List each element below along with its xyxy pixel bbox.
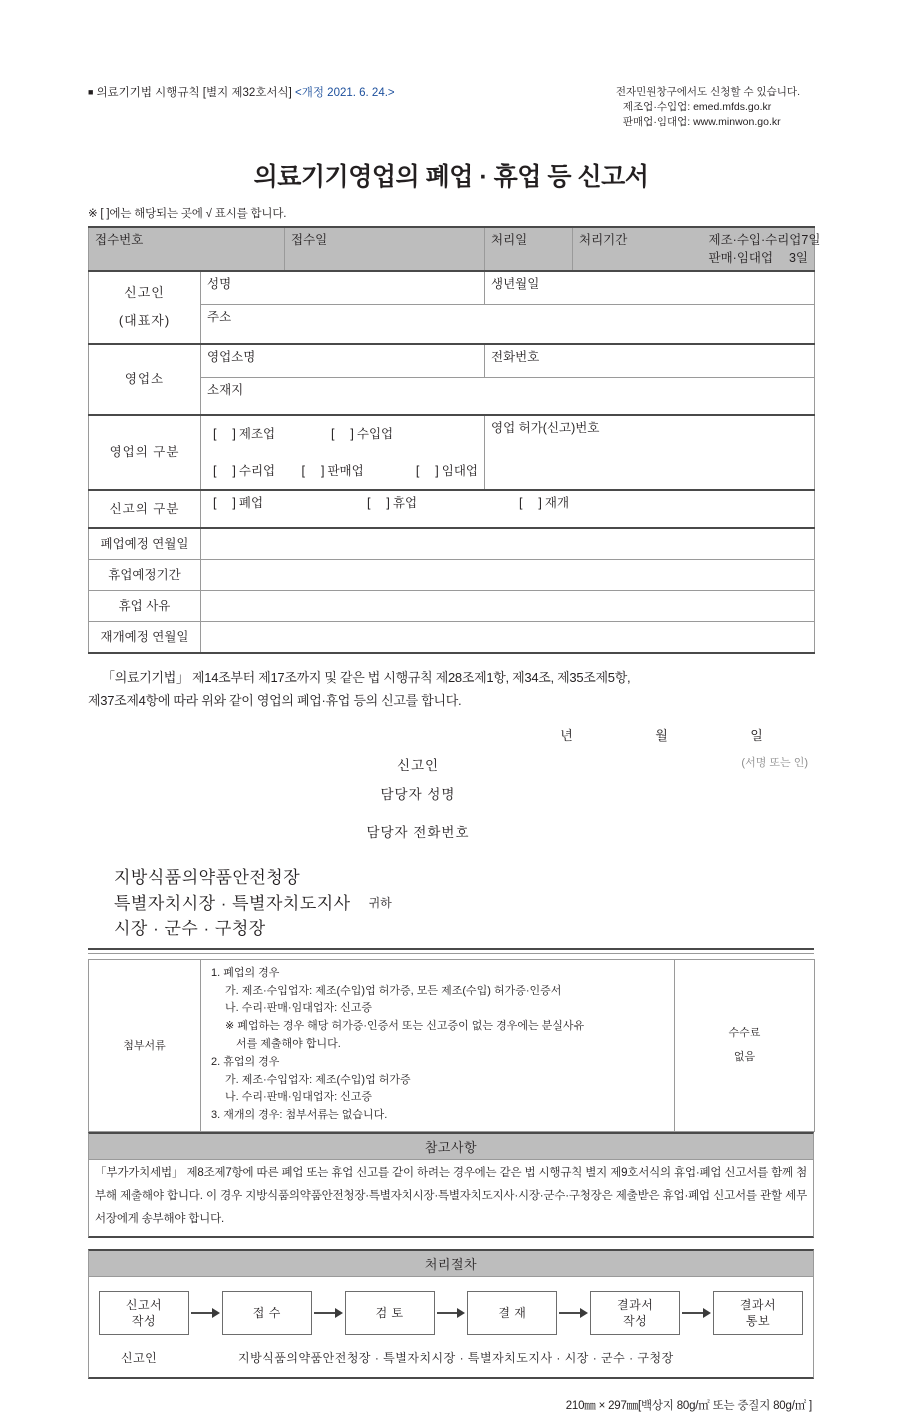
- form-sheet: [88, 84, 821, 1413]
- addressee-line-2: 특별자치시장 · 특별자치도지사 귀하: [114, 893, 392, 913]
- seal-note: (서명 또는 인): [741, 757, 808, 770]
- period-row2-days: 3일: [788, 250, 809, 265]
- applicant-birth-cell[interactable]: 생년월일: [485, 271, 815, 305]
- checkbox-option-sales[interactable]: [ ]판매업: [301, 463, 364, 478]
- legal-statement: [88, 667, 814, 712]
- paper-spec-footer: 210㎜ × 297㎜[백상지 80g/㎡ 또는 중질지 80g/㎡ ]: [565, 1400, 812, 1412]
- manager-phone-label: 담당자 전화번호: [366, 825, 470, 841]
- period-row1-text: 제조·수입·수리업: [708, 232, 802, 247]
- business-type-row: [89, 415, 815, 491]
- flow-arrow-icon: [557, 1308, 590, 1318]
- addressee-line-3: 시장 · 군수 · 구청장: [114, 919, 266, 939]
- declaration-type-options-cell: [201, 490, 815, 528]
- business-type-options-cell: [201, 415, 485, 491]
- manager-name-label: 담당자 성명: [380, 787, 456, 803]
- suspension-reason-label: 휴업 사유: [89, 591, 201, 622]
- suspension-period-value[interactable]: [201, 560, 815, 591]
- notes-body: 「부가가치세법」 제8조제7항에 따른 폐업 또는 휴업 신고를 같이 하려는 경우에는 같은 법 시행규칙 별지 제9호서식의 휴업·폐업 신고서를 함께 첨부해 제출해야 합니다. 이 경우 지방식품의약품안전청장·특별자치시장·특별자치도지사·시장·군수·구청장은 제출받은 휴업·폐업 신고서를 관할 세무서장에게 송부해야 합니다.: [88, 1160, 814, 1238]
- page-title: 의료기기영업의 폐업 · 휴업 등 신고서: [253, 162, 649, 191]
- attachment-item: 1. 폐업의 경우: [211, 966, 280, 979]
- office-location-cell[interactable]: 소재지: [201, 377, 815, 415]
- office-phone-cell[interactable]: 전화번호: [485, 344, 815, 378]
- statement-line-1: 「의료기기법」 제14조부터 제17조까지 및 같은 법 시행규칙 제28조제1항, 제34조, 제35조제5항,: [102, 670, 631, 686]
- suspension-reason-value[interactable]: [201, 591, 815, 622]
- year-field[interactable]: 년: [560, 728, 573, 744]
- applicant-address-cell[interactable]: 주소: [201, 304, 815, 344]
- bullet-square-icon: ■: [88, 87, 94, 97]
- business-type-options-row1: [213, 425, 478, 444]
- receipt-date-cell: 접수일: [285, 227, 485, 271]
- flow-step-result-notify: 결과서 통보: [713, 1291, 803, 1335]
- section-divider: [88, 948, 814, 954]
- receipt-header-row: [89, 227, 815, 271]
- flow-step-approval: 결 재: [467, 1291, 557, 1335]
- period-row1-days: 7일: [801, 232, 821, 247]
- signer-label: 신고인: [396, 758, 440, 774]
- flow-arrow-icon: [189, 1308, 222, 1318]
- form-reference-text: 의료기기법 시행규칙 [별지 제32호서식]: [96, 87, 292, 99]
- attachments-label: 첨부서류: [89, 959, 201, 1131]
- resume-date-row: [89, 622, 815, 654]
- applicant-label-cell: [89, 271, 201, 344]
- signer-row: [88, 754, 814, 776]
- checkbox-option-suspension[interactable]: [ ]휴업: [367, 496, 418, 511]
- applicant-name-row: [89, 271, 815, 305]
- fee-value: 없음: [733, 1051, 756, 1064]
- checkbox-option-rental[interactable]: [ ]임대업: [415, 463, 479, 478]
- attachments-list: [201, 959, 675, 1131]
- checkbox-option-import[interactable]: [ ]수입업: [331, 426, 394, 441]
- attachment-item: 서를 제출해야 합니다.: [236, 1037, 341, 1050]
- checkbox-option-repair[interactable]: [ ]수리업: [213, 463, 276, 478]
- flow-arrow-icon: [435, 1308, 468, 1318]
- honorific-text: 귀하: [368, 895, 392, 910]
- declaration-type-row: [89, 490, 815, 528]
- checkbox-option-resume[interactable]: [ ]재개: [519, 496, 570, 511]
- office-label-cell: 영업소: [89, 344, 201, 415]
- addressee-line-1: 지방식품의약품안전청장: [114, 868, 301, 888]
- attachment-item: 나. 수리·판매·임대업자: 신고증: [225, 1002, 373, 1015]
- applicant-label-line2: (대표자): [118, 313, 171, 329]
- process-band-title: 처리절차: [88, 1249, 814, 1277]
- process-flow-diagram: [93, 1291, 809, 1335]
- date-fields: [88, 725, 814, 744]
- echannel-notice: [616, 84, 814, 130]
- office-name-row: [89, 344, 815, 378]
- echannel-line-1: 전자민원창구에서도 신청할 수 있습니다.: [615, 86, 800, 98]
- receipt-number-cell: 접수번호: [89, 227, 285, 271]
- fee-label: 수수료: [728, 1027, 761, 1040]
- closure-date-label: 폐업예정 연월일: [89, 528, 201, 560]
- attachments-section: [88, 959, 814, 1132]
- notes-band-title: 참고사항: [88, 1132, 814, 1160]
- applicant-label-line1: 신고인: [124, 284, 165, 300]
- main-form-table: [88, 226, 821, 655]
- process-flow-section: [88, 1277, 814, 1379]
- business-type-label-cell: 영업의 구분: [89, 415, 201, 491]
- process-period-label-cell: 처리기간: [573, 227, 703, 271]
- statement-line-2: 제37조제4항에 따라 위와 같이 영업의 폐업·휴업 등의 신고를 합니다.: [88, 692, 462, 708]
- day-field[interactable]: 일: [750, 728, 763, 744]
- addressee-block: [88, 865, 814, 942]
- suspension-reason-row: [89, 591, 815, 622]
- attachments-table: [88, 959, 815, 1132]
- checkbox-option-manufacture[interactable]: [ ]제조업: [213, 426, 276, 441]
- attachment-item: 나. 수리·판매·임대업자: 신고증: [225, 1091, 373, 1104]
- process-date-cell: 처리일: [485, 227, 573, 271]
- attachment-item: 가. 제조·수입업자: 제조(수입)업 허가증: [225, 1073, 411, 1086]
- echannel-line-2: 제조업·수입업: emed.mfds.go.kr: [622, 100, 772, 113]
- suspension-period-label: 휴업예정기간: [89, 560, 201, 591]
- flow-step-write: 신고서 작성: [99, 1291, 189, 1335]
- flow-step-receive: 접 수: [222, 1291, 312, 1335]
- flow-step-result-write: 결과서 작성: [590, 1291, 680, 1335]
- form-reference-line: [88, 84, 395, 102]
- form-header: [88, 84, 814, 130]
- closure-date-row: [89, 528, 815, 560]
- process-flow-legend: [93, 1349, 809, 1369]
- closure-date-value[interactable]: [201, 528, 815, 560]
- resume-date-label: 재개예정 연월일: [89, 622, 201, 654]
- flow-arrow-icon: [680, 1308, 713, 1318]
- office-name-cell[interactable]: 영업소명: [201, 344, 485, 378]
- applicant-name-cell[interactable]: 성명: [201, 271, 485, 305]
- attachment-item: 가. 제조·수입업자: 제조(수입)업 허가증, 모든 제조(수입) 허가증·인증서: [225, 984, 562, 997]
- flow-arrow-icon: [312, 1308, 345, 1318]
- checkbox-option-closure[interactable]: [ ]폐업: [213, 496, 264, 511]
- attachment-item: ※ 폐업하는 경우 해당 허가증·인증서 또는 신고증이 없는 경우에는 분실사유: [225, 1020, 585, 1033]
- suspension-period-row: [89, 560, 815, 591]
- process-period-value-cell: [703, 227, 821, 271]
- flow-legend-authority: 지방식품의약품안전청장 · 특별자치시장 · 특별자치도지사 · 시장 · 군수 · 구청장: [238, 1351, 674, 1365]
- period-row2-text: 판매·임대업: [708, 250, 774, 265]
- attachment-item: 2. 휴업의 경우: [211, 1055, 280, 1068]
- fee-cell: [675, 959, 815, 1131]
- flow-legend-applicant: 신고인: [121, 1351, 158, 1365]
- attachment-item: 3. 재개의 경우: 첨부서류는 없습니다.: [211, 1109, 388, 1122]
- month-field[interactable]: 월: [655, 728, 668, 744]
- business-type-options-row2: [213, 462, 478, 481]
- echannel-line-3: 판매업·임대업: www.minwon.go.kr: [622, 115, 781, 128]
- checkbox-instruction: ※ [ ]에는 해당되는 곳에 √ 표시를 합니다.: [88, 207, 287, 220]
- declaration-type-label-cell: 신고의 구분: [89, 490, 201, 528]
- attachments-row: [89, 959, 815, 1131]
- resume-date-value[interactable]: [201, 622, 815, 654]
- license-number-cell[interactable]: 영업 허가(신고)번호: [485, 415, 815, 491]
- revision-text: <개정 2021. 6. 24.>: [295, 87, 395, 99]
- flow-step-review: 검 토: [345, 1291, 435, 1335]
